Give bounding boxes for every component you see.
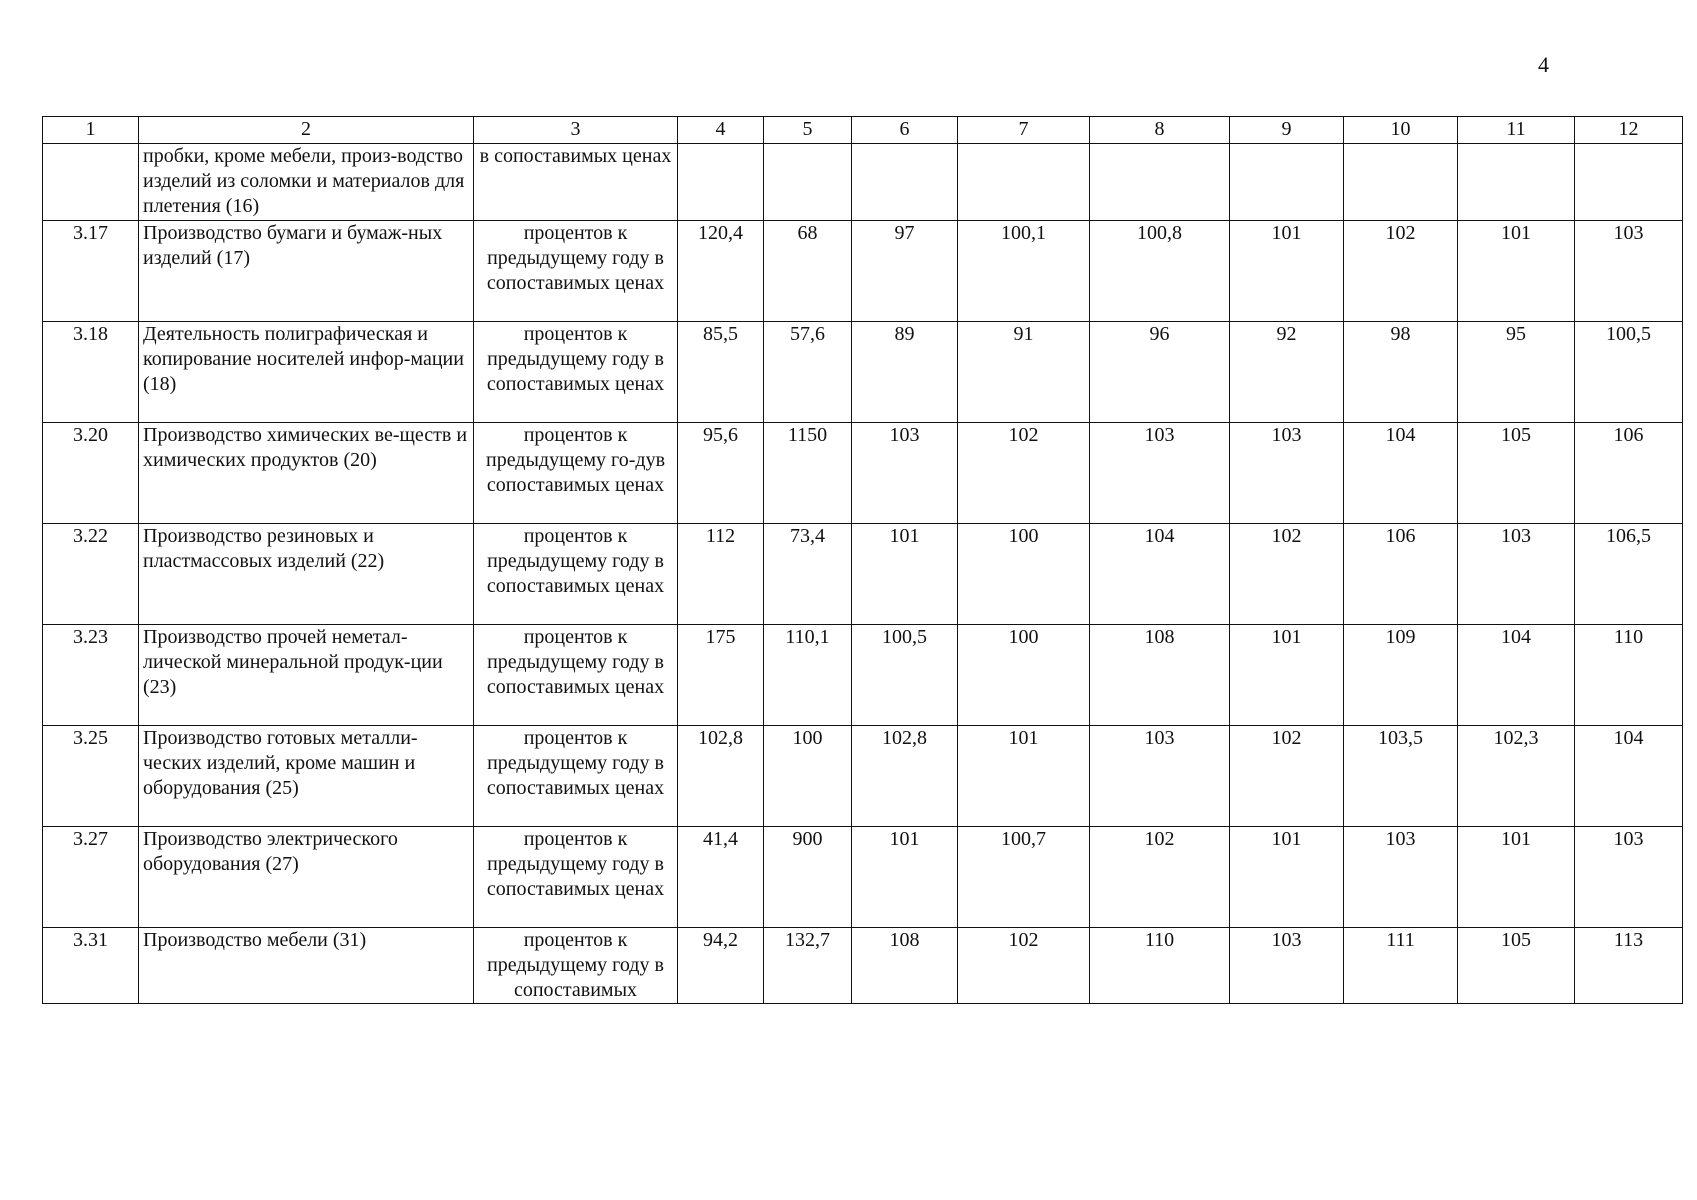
value-cell: 104	[1458, 625, 1575, 726]
value-cell: 100	[958, 625, 1090, 726]
value-cell: 101	[958, 726, 1090, 827]
value-cell: 102,3	[1458, 726, 1575, 827]
value-cell: 132,7	[764, 928, 852, 1004]
indicator-name: Производство электрического оборудования (27)	[139, 827, 474, 928]
indicator-name: Деятельность полиграфическая и копирование носителей инфор-мации (18)	[139, 322, 474, 423]
value-cell: 101	[1458, 827, 1575, 928]
unit-of-measure: процентов к предыдущему году в сопоставимых ценах	[474, 322, 678, 423]
value-cell	[764, 144, 852, 221]
row-number: 3.25	[43, 726, 139, 827]
value-cell: 108	[852, 928, 958, 1004]
value-cell: 96	[1090, 322, 1230, 423]
column-header: 3	[474, 117, 678, 144]
column-header: 11	[1458, 117, 1575, 144]
value-cell: 109	[1344, 625, 1458, 726]
row-number: 3.27	[43, 827, 139, 928]
value-cell: 108	[1090, 625, 1230, 726]
header-row	[43, 117, 1683, 144]
value-cell: 103,5	[1344, 726, 1458, 827]
value-cell: 101	[1458, 221, 1575, 322]
value-cell: 103	[1230, 423, 1344, 524]
row-number	[43, 144, 139, 221]
unit-of-measure: процентов к предыдущему году в сопоставимых ценах	[474, 625, 678, 726]
table-row	[43, 221, 1683, 322]
value-cell	[1230, 144, 1344, 221]
value-cell: 112	[678, 524, 764, 625]
value-cell: 103	[1344, 827, 1458, 928]
value-cell: 103	[1090, 726, 1230, 827]
value-cell: 100,5	[1575, 322, 1683, 423]
value-cell: 104	[1090, 524, 1230, 625]
value-cell: 106,5	[1575, 524, 1683, 625]
table-row	[43, 726, 1683, 827]
value-cell	[1090, 144, 1230, 221]
value-cell: 100	[958, 524, 1090, 625]
row-number: 3.18	[43, 322, 139, 423]
indicator-name: Производство бумаги и бумаж-ных изделий (17)	[139, 221, 474, 322]
data-table	[42, 116, 1683, 1004]
unit-of-measure: процентов к предыдущему году в сопоставимых ценах	[474, 524, 678, 625]
value-cell: 57,6	[764, 322, 852, 423]
column-header: 5	[764, 117, 852, 144]
column-header: 4	[678, 117, 764, 144]
value-cell: 103	[1090, 423, 1230, 524]
value-cell: 73,4	[764, 524, 852, 625]
value-cell	[1344, 144, 1458, 221]
value-cell: 103	[852, 423, 958, 524]
table-row	[43, 144, 1683, 221]
row-number: 3.31	[43, 928, 139, 1004]
unit-of-measure: в сопоставимых ценах	[474, 144, 678, 221]
value-cell	[1458, 144, 1575, 221]
value-cell: 100,7	[958, 827, 1090, 928]
column-header: 12	[1575, 117, 1683, 144]
value-cell: 110	[1575, 625, 1683, 726]
value-cell: 89	[852, 322, 958, 423]
value-cell: 97	[852, 221, 958, 322]
row-number: 3.23	[43, 625, 139, 726]
value-cell: 900	[764, 827, 852, 928]
indicator-name: Производство резиновых и пластмассовых изделий (22)	[139, 524, 474, 625]
value-cell: 85,5	[678, 322, 764, 423]
column-header: 7	[958, 117, 1090, 144]
value-cell: 102	[1230, 524, 1344, 625]
column-header: 6	[852, 117, 958, 144]
value-cell: 101	[1230, 827, 1344, 928]
value-cell: 111	[1344, 928, 1458, 1004]
indicator-name: Производство прочей неметал-лической минеральной продук-ции (23)	[139, 625, 474, 726]
value-cell: 101	[852, 524, 958, 625]
value-cell: 110,1	[764, 625, 852, 726]
indicator-name: Производство готовых металли-ческих изделий, кроме машин и оборудования (25)	[139, 726, 474, 827]
column-header: 2	[139, 117, 474, 144]
unit-of-measure: процентов к предыдущему году в сопоставимых ценах	[474, 827, 678, 928]
table-row	[43, 827, 1683, 928]
value-cell: 41,4	[678, 827, 764, 928]
value-cell: 104	[1344, 423, 1458, 524]
value-cell	[1575, 144, 1683, 221]
value-cell: 103	[1230, 928, 1344, 1004]
page-number: 4	[1538, 52, 1549, 77]
value-cell: 102,8	[678, 726, 764, 827]
value-cell: 102	[1344, 221, 1458, 322]
row-number: 3.20	[43, 423, 139, 524]
value-cell: 100,5	[852, 625, 958, 726]
value-cell: 120,4	[678, 221, 764, 322]
value-cell: 105	[1458, 928, 1575, 1004]
value-cell: 102	[958, 423, 1090, 524]
value-cell: 95,6	[678, 423, 764, 524]
column-header: 9	[1230, 117, 1344, 144]
value-cell: 106	[1344, 524, 1458, 625]
value-cell: 1150	[764, 423, 852, 524]
unit-of-measure: процентов к предыдущему году в сопоставимых	[474, 928, 678, 1004]
table-row	[43, 625, 1683, 726]
value-cell: 68	[764, 221, 852, 322]
value-cell: 91	[958, 322, 1090, 423]
value-cell: 100,8	[1090, 221, 1230, 322]
row-number: 3.17	[43, 221, 139, 322]
value-cell: 175	[678, 625, 764, 726]
value-cell: 105	[1458, 423, 1575, 524]
table-row	[43, 524, 1683, 625]
value-cell: 113	[1575, 928, 1683, 1004]
value-cell: 100,1	[958, 221, 1090, 322]
column-header: 1	[43, 117, 139, 144]
value-cell: 95	[1458, 322, 1575, 423]
indicator-name: Производство химических ве-ществ и химических продуктов (20)	[139, 423, 474, 524]
column-header: 10	[1344, 117, 1458, 144]
column-header: 8	[1090, 117, 1230, 144]
value-cell: 110	[1090, 928, 1230, 1004]
value-cell: 92	[1230, 322, 1344, 423]
value-cell: 94,2	[678, 928, 764, 1004]
value-cell	[678, 144, 764, 221]
indicator-name: Производство мебели (31)	[139, 928, 474, 1004]
value-cell	[958, 144, 1090, 221]
value-cell	[852, 144, 958, 221]
value-cell: 103	[1575, 827, 1683, 928]
unit-of-measure: процентов к предыдущему году в сопоставимых ценах	[474, 221, 678, 322]
value-cell: 102	[1230, 726, 1344, 827]
value-cell: 100	[764, 726, 852, 827]
value-cell: 98	[1344, 322, 1458, 423]
table-row	[43, 423, 1683, 524]
value-cell: 103	[1575, 221, 1683, 322]
value-cell: 102	[958, 928, 1090, 1004]
unit-of-measure: процентов к предыдущему го-дув сопоставимых ценах	[474, 423, 678, 524]
table-row	[43, 322, 1683, 423]
value-cell: 104	[1575, 726, 1683, 827]
row-number: 3.22	[43, 524, 139, 625]
value-cell: 101	[1230, 625, 1344, 726]
value-cell: 101	[852, 827, 958, 928]
unit-of-measure: процентов к предыдущему году в сопоставимых ценах	[474, 726, 678, 827]
value-cell: 103	[1458, 524, 1575, 625]
value-cell: 102	[1090, 827, 1230, 928]
value-cell: 101	[1230, 221, 1344, 322]
table-row	[43, 928, 1683, 1004]
value-cell: 102,8	[852, 726, 958, 827]
value-cell: 106	[1575, 423, 1683, 524]
indicator-name: пробки, кроме мебели, произ-водство изделий из соломки и материалов для плетения (16)	[139, 144, 474, 221]
